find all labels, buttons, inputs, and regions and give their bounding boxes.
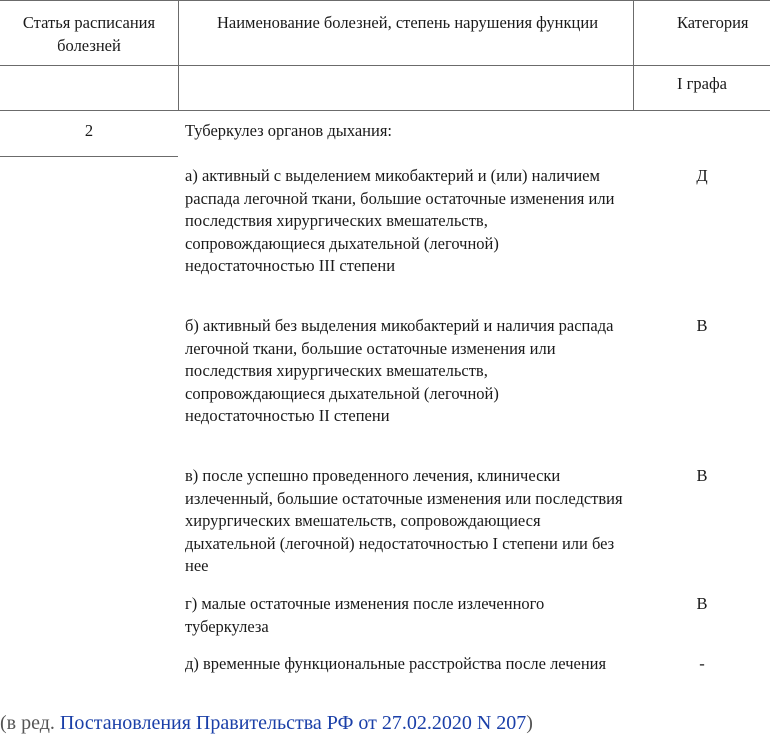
article-number-underline [0,156,178,157]
amendment-note-suffix: ) [526,712,533,734]
table-top-border [0,0,770,1]
category-value: В [696,594,708,613]
header-disease-column: Наименование болезней, степень нарушения функции [216,13,599,32]
article-number: 2 [84,121,94,140]
header-divider [0,65,770,66]
list-item: г) малые остаточные изменения после излеченного туберкулеза [185,594,545,636]
header-article-column: Статья расписания болезней [22,13,156,55]
category-value: - [699,654,705,673]
amendment-note [0,712,770,742]
list-item: б) активный без выделения микобактерий и наличия распада легочной ткани, большие остаточные изменения или последствия хирургических вмешательств, сопровождающиеся дыхательной (легочной) недостаточностью II степени [185,316,614,425]
category-value: В [696,466,708,485]
list-item: в) после успешно проведенного лечения, клинически излеченный, большие остаточные изменения или последствия хирургических вмешательств, сопровождающиеся дыхательной (легочной) недостаточностью I степени или без нее [185,466,623,575]
list-item: а) активный с выделением микобактерий и (или) наличием распада легочной ткани, большие остаточные изменения или последствия хирургических вмешательств, сопровождающиеся дыхательной (легочной) недостаточностью III степени [185,166,615,275]
header-col-divider-1 [178,0,179,111]
category-value: В [696,316,708,335]
category-value: Д [696,166,708,185]
amendment-link[interactable]: Постановления Правительства РФ от 27.02.2020 N 207 [59,712,527,734]
amendment-note-prefix: (в ред. [0,712,60,734]
header-category-column: Категория [677,13,749,32]
subheader-divider [0,110,770,111]
header-category-subcolumn: I графа [677,74,727,93]
list-item: д) временные функциональные расстройства после лечения [185,654,607,673]
article-title: Туберкулез органов дыхания: [185,121,393,140]
